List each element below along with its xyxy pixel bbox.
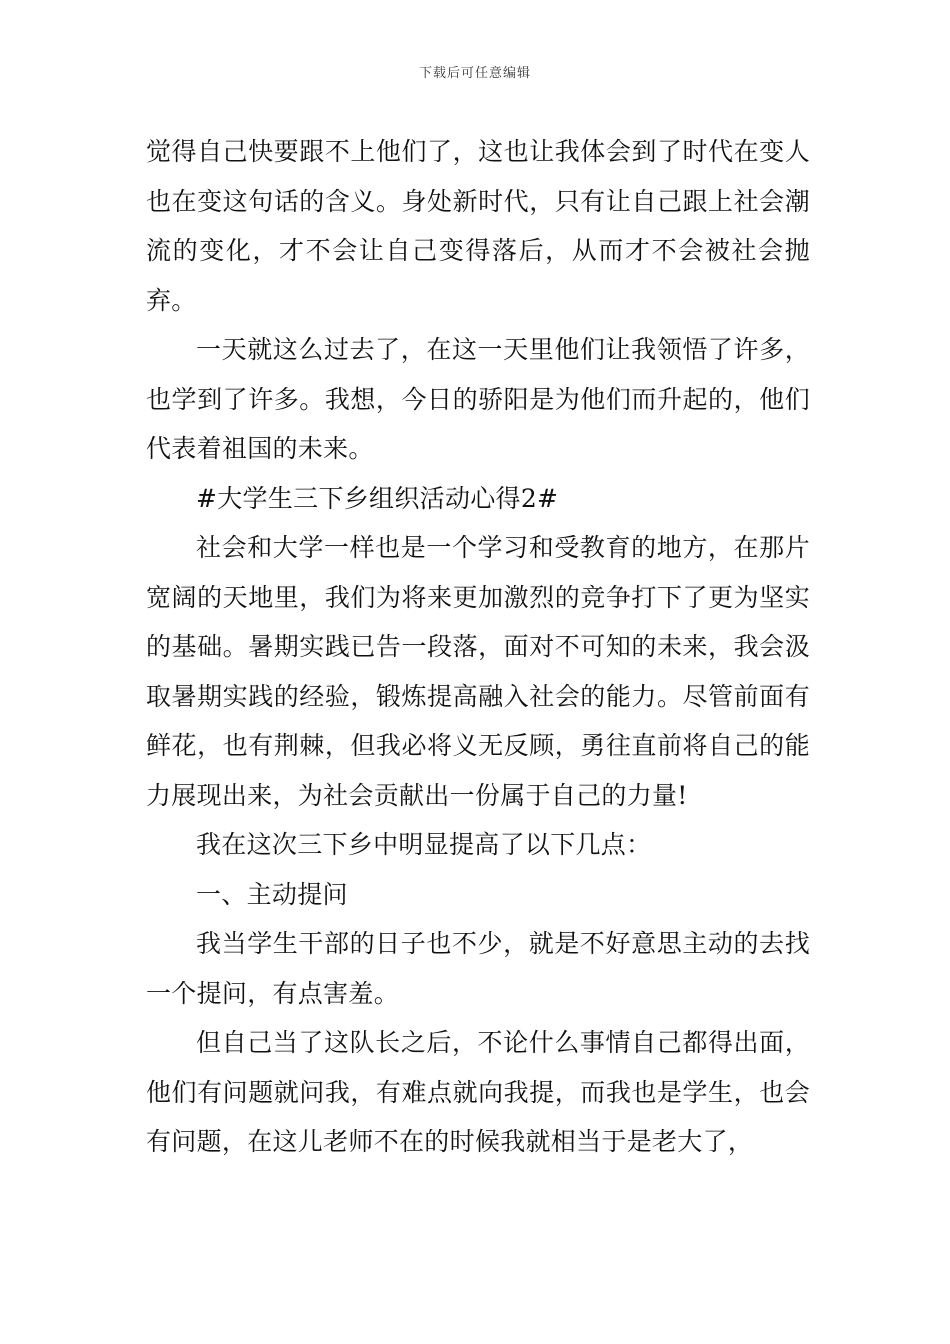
paragraph-6: 但自己当了这队长之后，不论什么事情自己都得出面，他们有问题就问我，有难点就向我提，而我也是学生，也会有问题，在这儿老师不在的时候我就相当于是老大了， [146,1028,810,1156]
paragraph-3: 社会和大学一样也是一个学习和受教育的地方，在那片宽阔的天地里，我们为将来更加激烈的竞争打下了更为坚实的基础。暑期实践已告一段落，面对不可知的未来，我会汲取暑期实践的经验，锻炼提高融入社会的能力。尽管前面有鲜花，也有荆棘，但我必将义无反顾，勇往直前将自己的能力展现出来，为社会贡献出一份属于自己的力量! [146,533,810,810]
document-body [146,127,810,1167]
paragraph-2: 一天就这么过去了，在这一天里他们让我领悟了许多，也学到了许多。我想，今日的骄阳是为他们而升起的，他们代表着祖国的未来。 [146,335,810,463]
section-heading: #大学生三下乡组织活动心得2# [196,483,559,513]
page-header: 下载后可任意编辑 [418,66,531,81]
list-heading: 一、主动提问 [196,879,348,909]
paragraph-5: 我当学生干部的日子也不少，就是不好意思主动的去找一个提问，有点害羞。 [146,929,810,1008]
paragraph-1: 觉得自己快要跟不上他们了，这也让我体会到了时代在变人也在变这句话的含义。身处新时代，只有让自己跟上社会潮流的变化，才不会让自己变得落后，从而才不会被社会抛弃。 [146,137,810,315]
paragraph-4: 我在这次三下乡中明显提高了以下几点： [196,830,652,859]
